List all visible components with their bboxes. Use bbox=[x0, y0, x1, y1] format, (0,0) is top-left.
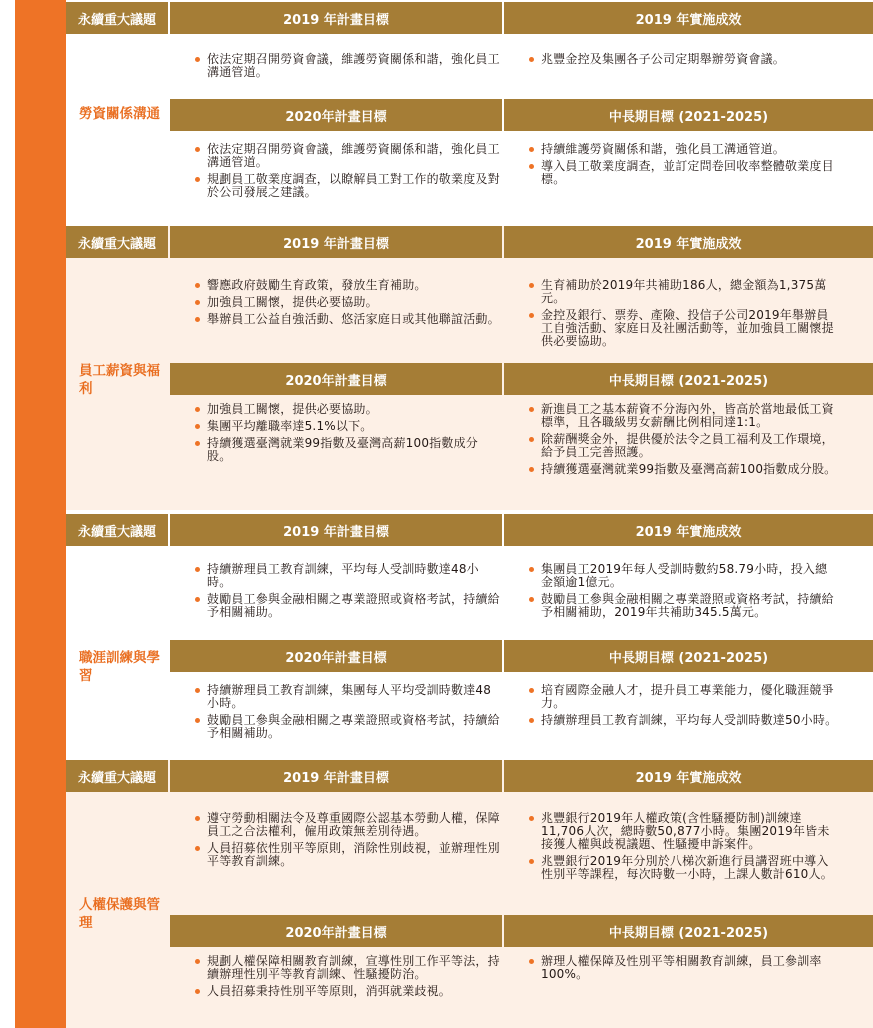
list-item: 響應政府鼓勵生育政策，發放生育補助。 bbox=[194, 279, 500, 292]
header-issue: 永續重大議題 bbox=[66, 514, 168, 546]
list-item: 鼓勵員工參與金融相關之專業證照或資格考試，持續給予相關補助，2019年共補助345.5萬元。 bbox=[528, 593, 838, 619]
list-item: 持續辦理員工教育訓練，平均每人受訓時數達50小時。 bbox=[528, 714, 838, 727]
header-issue: 永續重大議題 bbox=[66, 2, 168, 34]
list-item: 集團平均離職率達5.1%以下。 bbox=[194, 420, 500, 433]
list-item: 導入員工敬業度調查，並訂定問卷回收率整體敬業度目標。 bbox=[528, 160, 838, 186]
header-issue: 永續重大議題 bbox=[66, 226, 168, 258]
header-plan-2019: 2019 年計畫目標 bbox=[170, 226, 502, 258]
header-plan-2020: 2020年計畫目標 bbox=[170, 99, 502, 131]
section-salary-welfare bbox=[66, 226, 873, 510]
plan-2019-list bbox=[194, 563, 500, 623]
header-result-2019: 2019 年實施成效 bbox=[504, 2, 873, 34]
header-midlong: 中長期目標 (2021-2025) bbox=[504, 363, 873, 395]
header-plan-2020: 2020年計畫目標 bbox=[170, 640, 502, 672]
plan-2020-list bbox=[194, 955, 500, 1002]
midlong-list bbox=[528, 143, 838, 190]
result-2019-list bbox=[528, 563, 838, 623]
result-2019-list bbox=[528, 53, 838, 70]
header-midlong: 中長期目標 (2021-2025) bbox=[504, 640, 873, 672]
header-issue: 永續重大議題 bbox=[66, 760, 168, 792]
list-item: 鼓勵員工參與金融相關之專業證照或資格考試，持續給予相關補助。 bbox=[194, 714, 500, 740]
topic-label: 勞資關係溝通 bbox=[79, 106, 160, 122]
plan-2019-list bbox=[194, 53, 500, 83]
list-item: 加強員工關懷，提供必要協助。 bbox=[194, 403, 500, 416]
list-item: 加強員工關懷，提供必要協助。 bbox=[194, 296, 500, 309]
list-item: 遵守勞動相關法令及尊重國際公認基本勞動人權，保障員工之合法權利，僱用政策無差別待遇。 bbox=[194, 812, 500, 838]
plan-2020-list bbox=[194, 143, 500, 203]
list-item: 依法定期召開勞資會議，維護勞資關係和諧，強化員工溝通管道。 bbox=[194, 53, 500, 79]
plan-2019-list bbox=[194, 812, 500, 872]
header-result-2019: 2019 年實施成效 bbox=[504, 514, 873, 546]
header-midlong: 中長期目標 (2021-2025) bbox=[504, 99, 873, 131]
list-item: 人員招募秉持性別平等原則，消弭就業歧視。 bbox=[194, 985, 500, 998]
section-labor-relations bbox=[66, 0, 873, 224]
header-plan-2020: 2020年計畫目標 bbox=[170, 915, 502, 947]
topic-label: 員工薪資與福利 bbox=[79, 363, 160, 397]
result-2019-list bbox=[528, 812, 838, 885]
result-2019-list bbox=[528, 279, 838, 352]
list-item: 新進員工之基本薪資不分海內外，皆高於當地最低工資標準，且各職級男女薪酬比例相同達1:1。 bbox=[528, 403, 838, 429]
header-result-2019: 2019 年實施成效 bbox=[504, 760, 873, 792]
header-plan-2020: 2020年計畫目標 bbox=[170, 363, 502, 395]
list-item: 舉辦員工公益自強活動、悠活家庭日或其他聯誼活動。 bbox=[194, 313, 500, 326]
list-item: 兆豐金控及集團各子公司定期舉辦勞資會議。 bbox=[528, 53, 838, 66]
list-item: 規劃人權保障相關教育訓練，宣導性別工作平等法，持續辦理性別平等教育訓練、性騷擾防治。 bbox=[194, 955, 500, 981]
list-item: 持續辦理員工教育訓練，平均每人受訓時數達48小時。 bbox=[194, 563, 500, 589]
topic-label: 職涯訓練與學習 bbox=[79, 650, 160, 684]
section-human-rights bbox=[66, 760, 873, 1028]
header-midlong: 中長期目標 (2021-2025) bbox=[504, 915, 873, 947]
left-accent-bar bbox=[15, 0, 66, 1028]
header-result-2019: 2019 年實施成效 bbox=[504, 226, 873, 258]
plan-2020-list bbox=[194, 403, 500, 467]
midlong-list bbox=[528, 684, 838, 731]
list-item: 規劃員工敬業度調查，以瞭解員工對工作的敬業度及對於公司發展之建議。 bbox=[194, 173, 500, 199]
list-item: 持續辦理員工教育訓練，集團每人平均受訓時數達48小時。 bbox=[194, 684, 500, 710]
list-item: 持續維護勞資關係和諧，強化員工溝通管道。 bbox=[528, 143, 838, 156]
list-item: 培育國際金融人才，提升員工專業能力，優化職涯競爭力。 bbox=[528, 684, 838, 710]
list-item: 除薪酬獎金外，提供優於法令之員工福利及工作環境，給予員工完善照護。 bbox=[528, 433, 838, 459]
list-item: 人員招募依性別平等原則，消除性別歧視，並辦理性別平等教育訓練。 bbox=[194, 842, 500, 868]
plan-2019-list bbox=[194, 279, 500, 330]
midlong-list bbox=[528, 955, 838, 985]
list-item: 持續獲選臺灣就業99指數及臺灣高薪100指數成分股。 bbox=[194, 437, 500, 463]
list-item: 依法定期召開勞資會議，維護勞資關係和諧，強化員工溝通管道。 bbox=[194, 143, 500, 169]
list-item: 持續獲選臺灣就業99指數及臺灣高薪100指數成分股。 bbox=[528, 463, 838, 476]
list-item: 兆豐銀行2019年分別於八梯次新進行員講習班中導入性別平等課程，每次時數一小時，上課人數計610人。 bbox=[528, 855, 838, 881]
list-item: 集團員工2019年每人受訓時數約58.79小時，投入總金額逾1億元。 bbox=[528, 563, 838, 589]
list-item: 辦理人權保障及性別平等相關教育訓練，員工參訓率100%。 bbox=[528, 955, 838, 981]
header-plan-2019: 2019 年計畫目標 bbox=[170, 2, 502, 34]
plan-2020-list bbox=[194, 684, 500, 744]
list-item: 鼓勵員工參與金融相關之專業證照或資格考試，持續給予相關補助。 bbox=[194, 593, 500, 619]
topic-label: 人權保護與管理 bbox=[79, 897, 160, 931]
midlong-list bbox=[528, 403, 838, 480]
list-item: 生育補助於2019年共補助186人，總金額為1,375萬元。 bbox=[528, 279, 838, 305]
list-item: 兆豐銀行2019年人權政策(含性騷擾防制)訓練達11,706人次，總時數50,877小時。集團2019年皆未接獲人權與歧視議題、性騷擾申訴案件。 bbox=[528, 812, 838, 851]
list-item: 金控及銀行、票券、產險、投信子公司2019年舉辦員工自強活動、家庭日及社團活動等，並加強員工關懷提供必要協助。 bbox=[528, 309, 838, 348]
section-career-training bbox=[66, 512, 873, 758]
header-plan-2019: 2019 年計畫目標 bbox=[170, 760, 502, 792]
header-plan-2019: 2019 年計畫目標 bbox=[170, 514, 502, 546]
